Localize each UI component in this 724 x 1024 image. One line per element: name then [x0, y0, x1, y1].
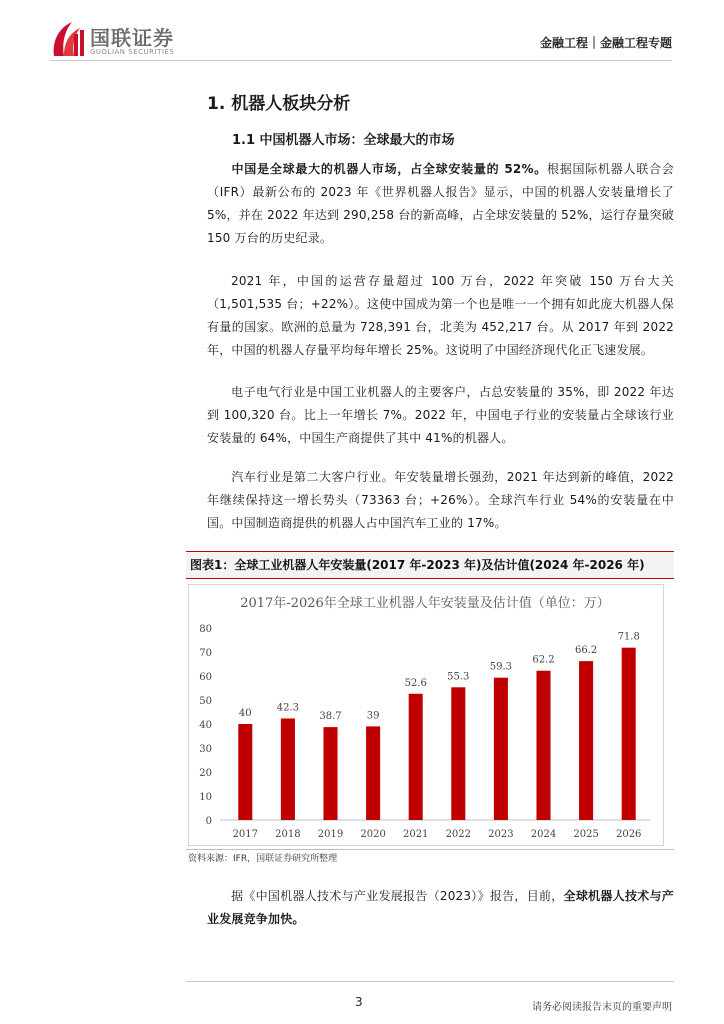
section-heading: 1. 机器人板块分析 [207, 94, 351, 114]
data-label: 42.3 [276, 702, 300, 714]
data-label: 39 [366, 710, 380, 722]
bar [536, 671, 550, 820]
y-tick-label: 0 [205, 816, 212, 827]
company-logo [50, 20, 190, 60]
paragraph-3 [207, 381, 674, 450]
data-label: 71.8 [617, 631, 640, 643]
paragraph-1-lead: 中国是全球最大的机器人市场，占全球安装量的 52%。 [231, 162, 547, 176]
paragraph-5 [207, 885, 674, 931]
data-label: 38.7 [319, 711, 342, 723]
paragraph-1-body: 根据国际机器人联合会（IFR）最新公布的 2023 年《世界机器人报告》显示，中国的机器人安装量增长了 5%，并在 2022 年达到 290,258 台的新高峰，占全球安装量的 52%，运行存量突破 150 万台的历史纪录。 [207, 162, 674, 245]
paragraph-2 [207, 270, 674, 362]
bar-chart [188, 584, 662, 844]
bar [281, 718, 295, 820]
y-tick-label: 70 [199, 648, 212, 659]
y-tick-label: 20 [199, 768, 212, 779]
header-section-label: 金融工程｜金融工程专题 [539, 36, 672, 50]
y-tick-label: 10 [199, 792, 212, 803]
source-divider [186, 849, 674, 850]
subsection-heading: 1.1 中国机器人市场：全球最大的市场 [232, 133, 455, 148]
data-label: 62.2 [532, 654, 555, 666]
x-tick-label: 2020 [360, 829, 386, 840]
bar [494, 678, 508, 820]
chart-title: 2017年-2026年全球工业机器人年安装量及估计值（单位：万） [240, 596, 610, 611]
data-label: 55.3 [447, 671, 470, 683]
page-number: 3 [355, 995, 363, 1009]
logo-text-cn: 国联证券 [90, 26, 174, 50]
data-label: 40 [238, 708, 252, 719]
paragraph-1 [207, 158, 674, 250]
figure-caption: 图表1：全球工业机器人年安装量(2017 年-2023 年)及估计值(2024 年-2026 年) [190, 558, 645, 572]
x-tick-label: 2025 [573, 829, 599, 840]
y-tick-label: 30 [199, 744, 212, 755]
data-label: 52.6 [404, 677, 427, 689]
x-tick-label: 2018 [275, 829, 301, 840]
bar [579, 661, 593, 820]
bar [409, 694, 423, 820]
paragraph-3-body: 电子电气行业是中国工业机器人的主要客户，占总安装量的 35%，即 2022 年达到 100,320 台。比上一年增长 7%。2022 年，中国电子行业的安装量占全球该行业安装量的 64%，中国生产商提供了其中 41%的机器人。 [207, 385, 674, 445]
paragraph-4-body: 汽车行业是第二大客户行业。年安装量增长强劲，2021 年达到新的峰值，2022 年继续保持这一增长势头（73363 台；+26%）。全球汽车行业 54%的安装量在中国。中国制造商提供的机器人占中国汽车工业的 17%。 [207, 470, 674, 530]
footer-divider [186, 981, 674, 982]
y-tick-label: 80 [199, 624, 212, 635]
bar [323, 727, 337, 820]
logo-mark-icon [50, 20, 86, 60]
bar [622, 648, 636, 820]
x-tick-label: 2023 [488, 829, 514, 840]
x-tick-label: 2021 [402, 829, 429, 840]
bar [451, 687, 465, 820]
paragraph-5-body: 据《中国机器人技术与产业发展报告（2023）》报告，目前， [231, 889, 564, 903]
y-tick-label: 40 [199, 720, 212, 731]
x-tick-label: 2019 [317, 829, 344, 840]
logo-text-en: GUOLIAN SECURITIES [90, 48, 175, 56]
paragraph-5-emphasis: 全球机器人技术与产业发展竞争加快。 [207, 889, 674, 926]
figure-source: 资料来源：IFR，国联证券研究所整理 [188, 854, 338, 864]
footer-disclaimer: 请务必阅读报告末页的重要声明 [532, 1002, 672, 1013]
bar [238, 724, 252, 820]
y-tick-label: 60 [199, 672, 212, 683]
x-tick-label: 2026 [615, 829, 642, 840]
x-tick-label: 2017 [232, 829, 259, 840]
bar [366, 726, 380, 820]
data-label: 59.3 [489, 661, 513, 673]
x-tick-label: 2022 [445, 829, 472, 840]
data-label: 66.2 [574, 645, 598, 657]
y-tick-label: 50 [199, 696, 212, 707]
header-divider [50, 60, 672, 61]
paragraph-2-body: 2021 年，中国的运营存量超过 100 万台，2022 年突破 150 万台大关（1,501,535 台；+22%）。这使中国成为第一个也是唯一一个拥有如此庞大机器人保有量的国家。欧洲的总量为 728,391 台，北美为 452,217 台。从 2017 年到 2022 年，中国的机器人存量平均每年增长 25%。这说明了中国经济现代化正飞速发展。 [207, 274, 674, 357]
paragraph-4 [207, 466, 674, 535]
x-tick-label: 2024 [530, 829, 557, 840]
